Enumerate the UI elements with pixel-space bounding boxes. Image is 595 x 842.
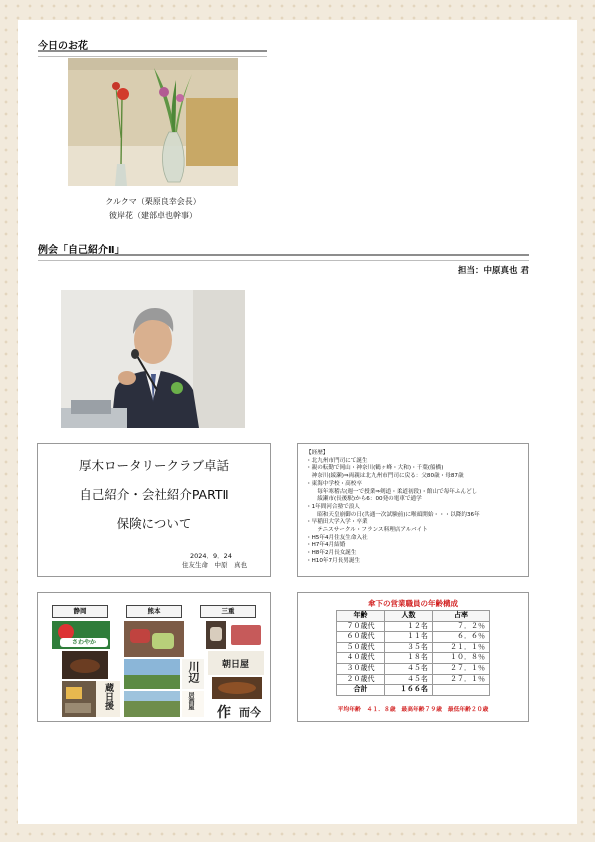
age-table-row: [337, 632, 490, 643]
steak-photo: [212, 677, 262, 699]
age-table-cell: ３０歳代: [337, 663, 385, 674]
horse-sashimi-photo: [124, 621, 184, 657]
career-line: テニスサークル・フランス料理店アルバイト: [306, 527, 428, 534]
kumamoto-field-photo: [124, 691, 180, 717]
age-table: [336, 610, 490, 696]
sawayaka-sign-text: さわやか: [60, 638, 108, 647]
career-line: 昭和天皇崩御の日(共通一次試験前)に喉頭開始・・・以降約36年: [306, 511, 480, 518]
matsusaka-beef-photo: [228, 621, 264, 649]
slide-title: [37, 443, 271, 577]
career-list: [306, 450, 480, 566]
career-line: ・H5年4月住友生命入社: [306, 534, 368, 541]
career-line: 【経歴】: [306, 450, 329, 456]
age-table-row: [337, 621, 490, 632]
slide-title-line2: 自己紹介・会社紹介PARTⅡ: [79, 487, 229, 502]
career-line: 毎年寒稽古(週一で授業⇒剣道・柔道初段)・館山で毎年ふんどし: [306, 488, 478, 495]
slide-author: 住友生命 中原 真也: [182, 561, 247, 569]
slide-career: [297, 443, 529, 577]
section-rule-2: [38, 254, 529, 261]
slide-age-table: [297, 592, 529, 722]
asahiya-sign: [208, 651, 264, 675]
age-table-cell: ７．２％: [432, 621, 489, 632]
saku-sign-text: 作: [217, 705, 231, 721]
age-table-cell: ２１．１％: [432, 642, 489, 653]
slide-title-line3: 保険について: [116, 516, 192, 531]
shizuoka-restaurant-sign: [52, 621, 110, 649]
section-rule-1: [38, 50, 267, 57]
cow-sign-photo: [206, 621, 226, 649]
career-line: ・早稲田大学入学・卒業: [306, 519, 368, 526]
age-table-cell: ２０歳代: [337, 674, 385, 685]
age-table-total-label: 合計: [337, 685, 385, 696]
shizuoka-sign-board: [96, 681, 120, 717]
age-table-cell: ５０歳代: [337, 642, 385, 653]
age-table-header: 年齢: [337, 611, 385, 622]
age-table-cell: ６０歳代: [337, 632, 385, 643]
age-table-cell: ２７．１％: [432, 663, 489, 674]
kumamoto-izakaya-sign: [182, 691, 204, 717]
presenter-label: 担当：中原真也 君: [458, 266, 529, 276]
saku-sake-label: [214, 701, 236, 721]
career-line: 綾瀬市(長後駅)から6：00発の電車で通学: [306, 496, 422, 503]
izakaya-sign-text: 居酒屋: [187, 692, 194, 710]
age-table-cell: １８名: [384, 653, 432, 664]
age-table-cell: ４０歳代: [337, 653, 385, 664]
kurabi-sign-text: 蔵日援: [103, 683, 113, 710]
career-line: 神奈川(綾瀬)⇒両親は北九州市門司に戻る：父80歳・母87歳: [306, 473, 464, 480]
age-table-cell: １２名: [384, 621, 432, 632]
section-title-flowers: 今日のお花: [38, 41, 88, 52]
flower-caption-2: 彼岸花（建部卓也幹事）: [109, 211, 197, 220]
asahiya-sign-text: 朝日屋: [222, 660, 250, 670]
career-line: ・H7年4月結婚: [306, 542, 346, 549]
shizuoka-storefront-photo: [62, 681, 96, 717]
career-line: ・北九州市門司にて誕生: [306, 457, 368, 464]
age-table-header: 占率: [432, 611, 489, 622]
age-table-cell: ４５名: [384, 674, 432, 685]
kawabe-sign-text: 川辺: [187, 661, 200, 683]
jikon-sake-label: [238, 701, 264, 721]
age-table-cell: １０．８％: [432, 653, 489, 664]
slide-title-line1: 厚木ロータリークラブ卓話: [78, 458, 229, 473]
flower-photo: [68, 58, 238, 186]
career-line: ・H10年7月長男誕生: [306, 557, 361, 564]
career-line: ・東海中学校・高校卒: [306, 480, 362, 487]
age-table-cell: ４５名: [384, 663, 432, 674]
age-table-total-row: [337, 685, 490, 696]
slide-date: 2024．9．24: [190, 552, 232, 560]
jikon-sign-text: 而今: [239, 706, 261, 719]
age-table-row: [337, 653, 490, 664]
region-label-kumamoto: 熊本: [126, 605, 182, 618]
hamburger-photo: [62, 651, 108, 679]
age-table-cell: ２７．１％: [432, 674, 489, 685]
career-line: ・1年間河合塾で浪人: [306, 503, 360, 510]
career-line: ・親の転勤で岡山・神奈川(鶴ヶ峰・大和)・千葉(船橋): [306, 465, 444, 472]
age-table-footer: 平均年齢 ４１．８歳 最高年齢７９歳 最低年齢２０歳: [337, 707, 489, 713]
age-table-header: 人数: [384, 611, 432, 622]
age-table-cell: ６．６％: [432, 632, 489, 643]
age-table-total-value: １６６名: [384, 685, 432, 696]
age-table-row: [337, 663, 490, 674]
region-label-mie: 三重: [200, 605, 256, 618]
age-table-cell: ３５名: [384, 642, 432, 653]
age-table-cell: １１名: [384, 632, 432, 643]
age-table-row: [337, 642, 490, 653]
career-line: ・H8年2月長女誕生: [306, 550, 357, 557]
kumamoto-bottle-label: [182, 659, 204, 689]
newsletter-page: [18, 20, 577, 824]
age-table-total-empty: [432, 685, 489, 696]
region-label-shizuoka: 静岡: [52, 605, 108, 618]
mountain-landscape-photo: [124, 659, 180, 689]
slide-regions: [37, 592, 271, 722]
flower-caption-1: クルクマ（栗原良幸会長）: [105, 197, 201, 206]
age-table-row: [337, 674, 490, 685]
speaker-photo: [61, 290, 245, 428]
age-table-cell: ７０歳代: [337, 621, 385, 632]
age-table-title: 傘下の営業職員の年齢構成: [368, 599, 458, 608]
section-title-meeting: 例会「自己紹介Ⅱ」: [38, 245, 125, 256]
